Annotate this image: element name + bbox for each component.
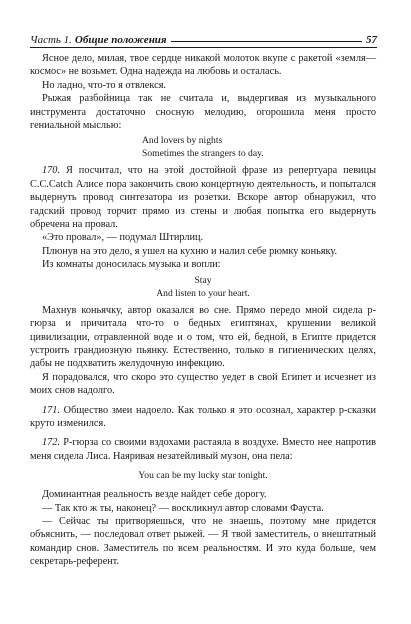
paragraph: Рыжая разбойница так не считала и, выдергивая из музыкального инструмента достаточно сносную мелодию, огорошила меня просто гениальной мыслью: (30, 93, 376, 132)
verse-line: And lovers by nights (142, 135, 223, 147)
header-divider (30, 47, 377, 48)
paragraph: Я порадовался, что скоро это существо уедет в свой Египет и исчезнет из моих снов надолго. (30, 371, 376, 397)
page-number: 57 (366, 34, 377, 46)
song-quote (30, 469, 376, 482)
paragraph (30, 404, 376, 431)
section-number: 170. (42, 165, 61, 177)
paragraph-text: Р-гюрза со своими вздохами растаяла в воздухе. Вместо нее напротив меня сидела Лиса. Наяривая незатейливый музон, она пела: (30, 437, 376, 462)
paragraph (30, 436, 376, 463)
paragraph-text: Общество змеи надоело. Как только я это осознал, характер р-сказки круто изменился. (30, 404, 376, 429)
paragraph (30, 164, 376, 231)
paragraph: Доминантная реальность везде найдет себе дорогу. (42, 489, 267, 501)
paragraph: — Сейчас ты притворяешься, что не знаешь, поэтому мне придется объяснить, — последовал ответ рыжей. — Я твой заместитель, о внештатный командир снов. Заместитель по всем реальностям. И это куда больше, чем секретарь-референт. (30, 515, 376, 568)
song-quote (30, 134, 376, 160)
paragraph: Махнув коньячку, автор оказался во сне. Прямо передо мной сидела р-гюрза и причитала что-то о бедных египтянах, крушении великой цивилизации, отравленной воде и о том, что ей, бедной, в Египте придется устроить грандиозную пьянку. Естественно, только в гигиенических целях, дабы не подхватить желудочную инфекцию. (30, 304, 376, 370)
section-title: Общие положения (74, 34, 167, 46)
paragraph: «Это провал», — подумал Штирлиц. (42, 232, 204, 244)
page-body (30, 52, 376, 569)
verse-line: Stay (194, 274, 212, 286)
paragraph: Из комнаты доносилась музыка и вопли: (42, 259, 221, 271)
paragraph-text: Я посчитал, что на этой достойной фразе из репертуара певицы С.С.Catch Алисе пора закончить свою концертную деятельность, и попытался выдернуть провод синтезатора из розетки. Вскоре автор обнаружил, что гадский провод торчит прямо из стены и любая попытка его выдернуть обречена на провал. (30, 165, 376, 231)
chapter-label: Часть 1. (30, 34, 72, 46)
paragraph: Ясное дело, милая, твое сердце никакой молоток вкупе с ракетой «земля—космос» не возьмет. Одна надежда на любовь и осталась. (30, 53, 376, 78)
section-number: 171. (42, 404, 61, 416)
paragraph: — Так кто ж ты, наконец? — воскликнул автор словами Фауста. (42, 502, 324, 514)
verse-line: You can be my lucky star tonight. (138, 470, 268, 482)
section-number: 172. (42, 437, 61, 449)
header-rule (171, 41, 362, 42)
paragraph: Но ладно, что-то я отвлекся. (42, 79, 167, 91)
paragraph: Плюнув на это дело, я ушел на кухню и налил себе рюмку коньяку. (42, 245, 338, 257)
verse-line: Sometimes the strangers to day. (142, 148, 264, 160)
song-quote (30, 274, 376, 300)
running-header (30, 28, 377, 46)
verse-line: And listen to your heart. (156, 287, 250, 299)
